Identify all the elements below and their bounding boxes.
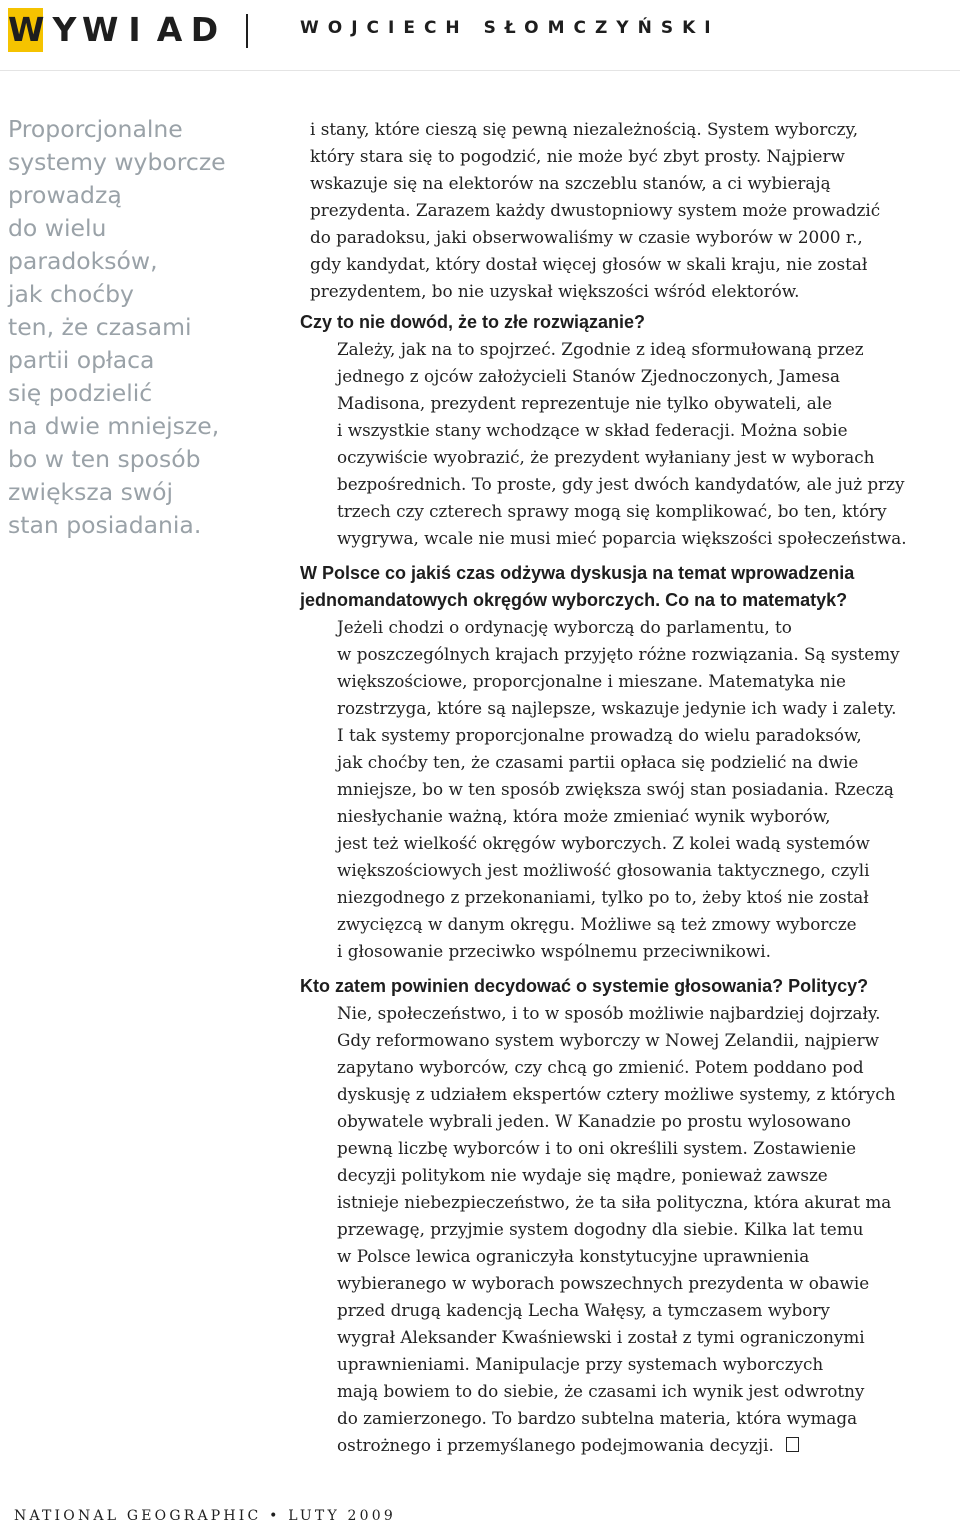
article-body <box>300 116 960 1459</box>
section-title-letter-2: Y <box>52 10 77 49</box>
section-title-letter-4: I <box>128 10 141 49</box>
section-title-letter-5: A <box>156 10 183 49</box>
answer-3 <box>300 1000 960 1459</box>
question-2: W Polsce co jakiś czas odżywa dyskusja na temat wprowadzenia jednomandatowych okręgów wyborczych. Co na to matematyk? <box>300 563 855 610</box>
section-title <box>8 8 222 52</box>
section-title-letter-3: W <box>82 10 119 49</box>
answer-3-text: Nie, społeczeństwo, i to w sposób możliwie najbardziej dojrzały. Gdy reformowano system wyborczy w Nowej Zelandii, najpierw zapytano wyborców, czy chcą go zmienić. Potem poddano pod dyskusję z udziałem ekspertów cztery możliwe systemy, z których obywatele wybrali jeden. W Kanadzie po prostu wylosowano pewną liczbę wyborców i to oni określili system. Zostawienie decyzji politykom nie wydaje się mądre, ponieważ zawsze istnieje niebezpieczeństwo, że ta siła polityczna, która akurat ma przewagę, przyjmie system dogodny dla siebie. Kilka lat temu w Polsce lewica ograniczyła konstytucyjne uprawnienia wybieranego w wyborach powszechnych prezydenta w obawie przed drugą kadencją Lecha Wałęsy, a tymczasem wybory wygrał Aleksander Kwaśniewski i został z tymi ograniczonymi uprawnieniami. Manipulacje przy systemach wyborczych mają bowiem to do siebie, że czasami ich wynik jest odwrotny do zamierzonego. To bardzo subtelna materia, która wymaga ostrożnego i przemyślanego podejmowania decyzji. <box>337 1003 896 1455</box>
end-of-article-icon <box>786 1437 799 1452</box>
answer-1: Zależy, jak na to spojrzeć. Zgodnie z ideą sformułowaną przez jednego z ojców założycieli Stanów Zjednoczonych, Jamesa Madisona, prezydent reprezentuje nie tylko obywateli, ale i wszystkie stany wchodzące w skład federacji. Można sobie oczywiście wyobrazić, że prezydent wyłaniany jest w wyborach bezpośrednich. To proste, gdy jest dwóch kandydatów, ale już przy trzech czy czterech sprawy mogą się komplikować, bo ten, który wygrywa, wcale nie musi mieć poparcia większości społeczeństwa. <box>337 339 907 548</box>
pull-quote: Proporcjonalne systemy wyborcze prowadzą do wielu paradoksów, jak choćby ten, że czasami partii opłaca się podzielić na dwie mniejsze, bo w ten sposób zwiększa swój stan posiadania. <box>8 115 226 539</box>
header-separator <box>0 70 960 71</box>
page-footer: NATIONAL GEOGRAPHIC • LUTY 2009 <box>14 1508 396 1524</box>
section-header <box>8 8 948 54</box>
intro-paragraph: i stany, które cieszą się pewną niezależnością. System wyborczy, który stara się to pogodzić, nie może być zbyt prosty. Najpierw wskazuje się na elektorów na szczeblu stanów, a ci wybierają prezydenta. Zarazem każdy dwustopniowy system może prowadzić do paradoksu, jaki obserwowaliśmy w czasie wyborów w 2000 r., gdy kandydat, który dostał więcej głosów w skali kraju, nie został prezydentem, bo nie uzyskał większości wśród elektorów. <box>310 119 881 301</box>
section-title-letter-1: W <box>8 8 43 52</box>
section-title-letter-6: D <box>190 10 219 49</box>
header-divider <box>246 14 248 48</box>
author-name: WOJCIECH SŁOMCZYŃSKI <box>300 18 720 38</box>
answer-2: Jeżeli chodzi o ordynację wyborczą do parlamentu, to w poszczególnych krajach przyjęto różne rozwiązania. Są systemy większościowe, proporcjonalne i mieszane. Matematyka nie rozstrzyga, które są najlepsze, wskazuje jedynie ich wady i zalety. I tak systemy proporcjonalne prowadzą do wielu paradoksów, jak choćby ten, że czasami partii opłaca się podzielić na dwie mniejsze, bo w ten sposób zwiększa swój stan posiadania. Rzeczą niesłychanie ważną, która może zmieniać wynik wyborów, jest też wielkość okręgów wyborczych. Z kolei wadą systemów większościowych jest możliwość głosowania taktycznego, czyli niezgodnego z przekonaniami, tylko po to, żeby ktoś nie został zwycięzcą w danym okręgu. Możliwe są też zmowy wyborcze i głosowanie przeciwko wspólnemu przeciwnikowi. <box>337 617 900 961</box>
question-1: Czy to nie dowód, że to złe rozwiązanie? <box>300 312 646 332</box>
question-3: Kto zatem powinien decydować o systemie głosowania? Politycy? <box>300 976 869 996</box>
